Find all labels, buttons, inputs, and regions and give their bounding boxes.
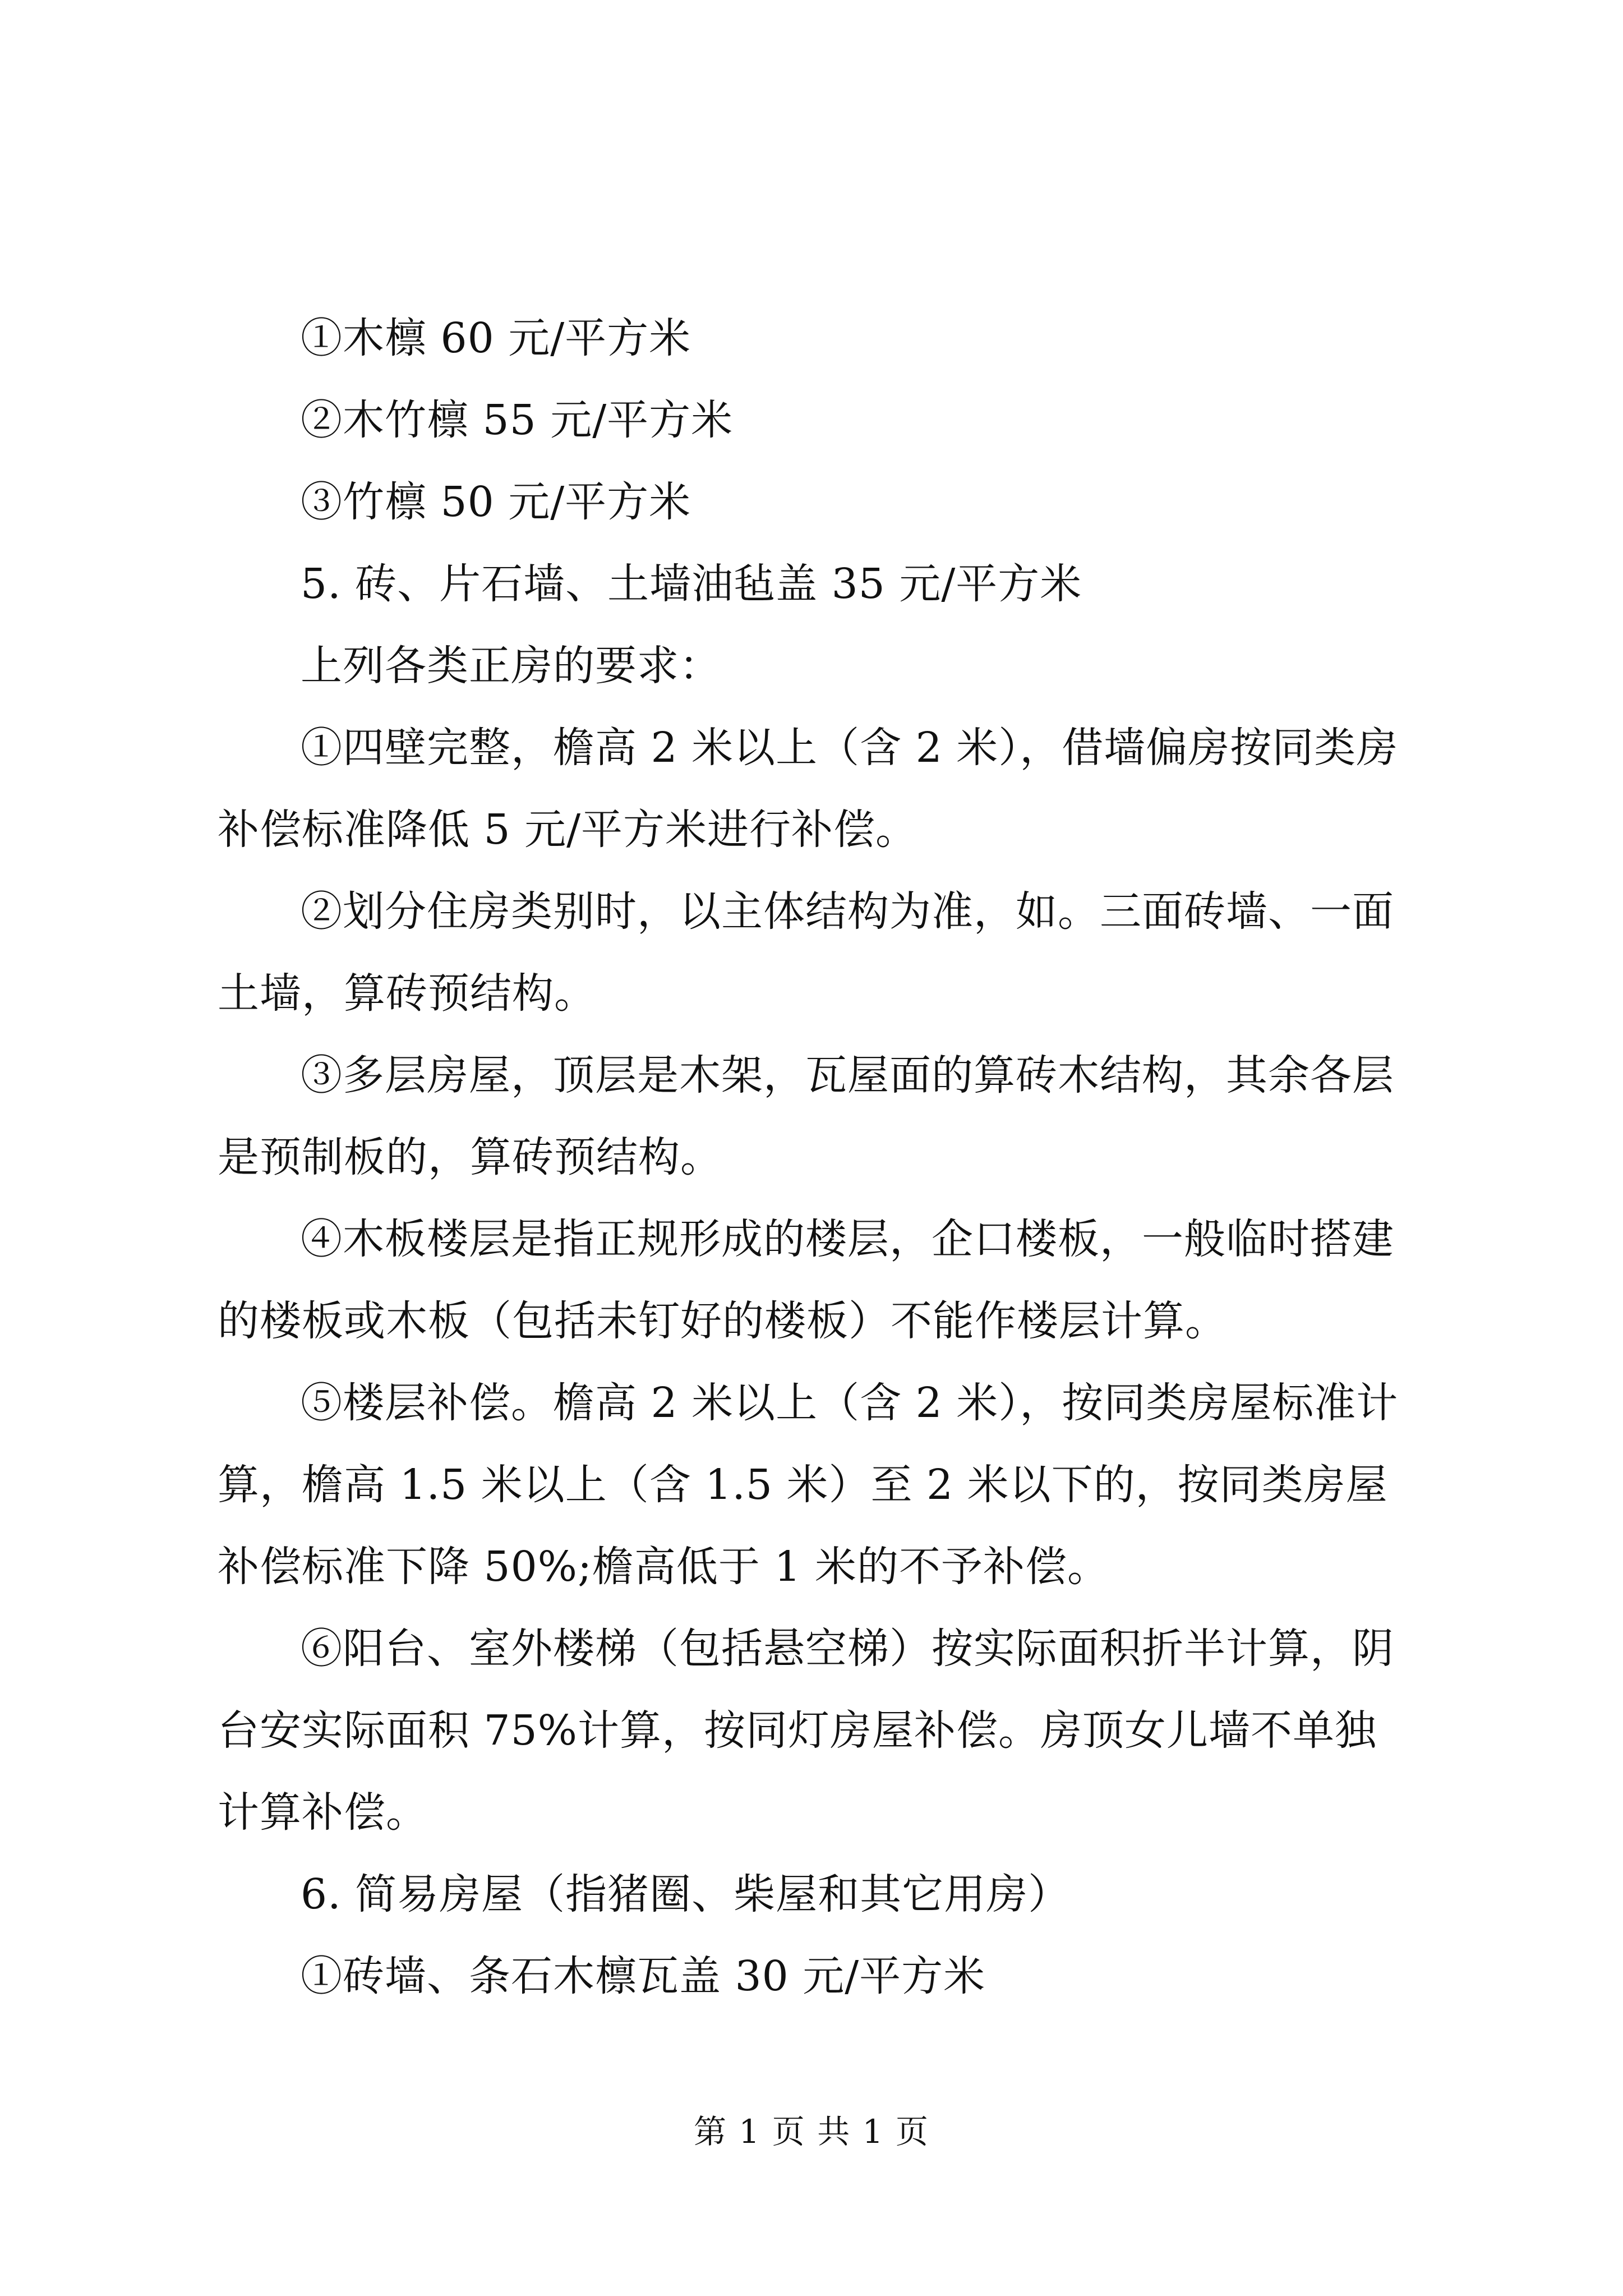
paragraph-5: 上列各类正房的要求： (301, 642, 721, 690)
page-footer: 第 1 页 共 1 页 (694, 2113, 929, 2151)
paragraph-6: ①四壁完整，檐高 2 米以上（含 2 米），借墙偏房按同类房补偿标准降低 5 元/平方米进行补偿。 (218, 724, 1399, 854)
paragraph-4: 5. 砖、片石墙、土墙油毡盖 35 元/平方米 (301, 560, 1082, 608)
document-body (218, 297, 1418, 2017)
paragraph-7: ②划分住房类别时，以主体结构为准，如。三面砖墙、一面土墙，算砖预结构。 (218, 887, 1394, 1018)
paragraph-13: ①砖墙、条石木檩瓦盖 30 元/平方米 (301, 1952, 986, 2000)
paragraph-2: ②木竹檩 55 元/平方米 (301, 396, 734, 444)
paragraph-8: ③多层房屋，顶层是木架，瓦屋面的算砖木结构，其余各层是预制板的，算砖预结构。 (218, 1051, 1394, 1181)
paragraph-12: 6. 简易房屋（指猪圈、柴屋和其它用房） (301, 1870, 1071, 1918)
paragraph-3: ③竹檩 50 元/平方米 (301, 478, 691, 526)
paragraph-11: ⑥阳台、室外楼梯（包括悬空梯）按实际面积折半计算，阴台安实际面积 75%计算，按同灯房屋补偿。房顶女儿墙不单独计算补偿。 (218, 1625, 1394, 1837)
paragraph-10: ⑤楼层补偿。檐高 2 米以上（含 2 米），按同类房屋标准计算，檐高 1.5 米以上（含 1.5 米）至 2 米以下的，按同类房屋补偿标准下降 50%;檐高低于 1 米的不予补偿。 (218, 1379, 1399, 1591)
paragraph-1: ①木檩 60 元/平方米 (301, 314, 691, 362)
paragraph-9: ④木板楼层是指正规形成的楼层，企口楼板，一般临时搭建的楼板或木板（包括未钉好的楼板）不能作楼层计算。 (218, 1215, 1394, 1345)
